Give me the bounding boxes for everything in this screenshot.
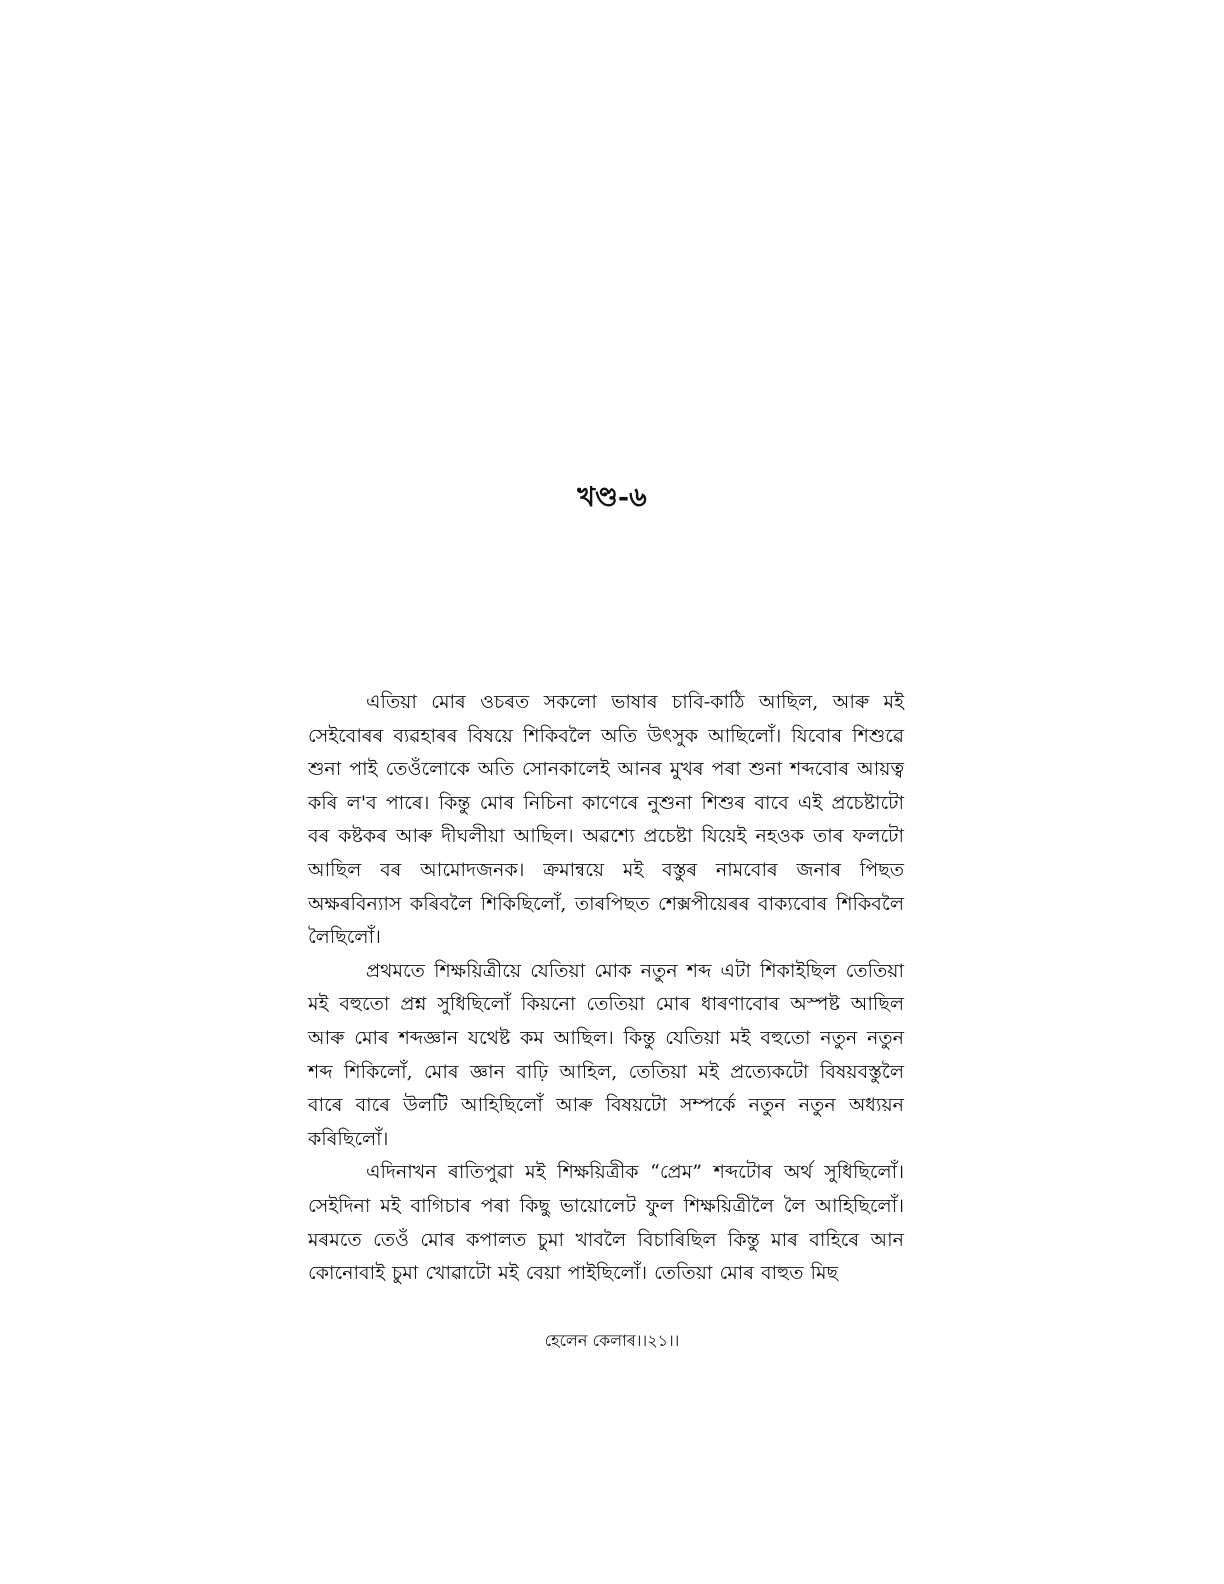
body-text bbox=[308, 686, 904, 1291]
paragraph-1: এতিয়া মোৰ ওচৰত সকলো ভাষাৰ চাবি-কাঠি আছিল, আৰু মই সেইবোৰৰ ব্যৱহাৰৰ বিষয়ে শিকিবলৈ অতি উৎসুক আছিলোঁ। যিবোৰ শিশুৱে শুনা পাই তেওঁলোকে অতি সোনকালেই আনৰ মুখৰ পৰা শুনা শব্দবোৰ আয়ত্ব কৰি ল'ব পাৰে। কিন্তু মোৰ নিচিনা কাণেৰে নুশুনা শিশুৰ বাবে এই প্ৰচেষ্টাটো বৰ কষ্টকৰ আৰু দীঘলীয়া আছিল। অৱশ্যে প্ৰচেষ্টা যিয়েই নহওক তাৰ ফলটো আছিল বৰ আমোদজনক। ক্ৰমান্বয়ে মই বস্তুৰ নামবোৰ জনাৰ পিছত অক্ষৰবিন্যাস কৰিবলৈ শিকিছিলোঁ, তাৰপিছত শেক্সপীয়েৰৰ বাক্যবোৰ শিকিবলৈ লৈছিলোঁ। bbox=[308, 691, 904, 949]
chapter-title: খণ্ড-৬ bbox=[577, 482, 647, 513]
page-footer: হেলেন কেলাৰ।।২১।। bbox=[544, 1331, 680, 1350]
paragraph-2: প্ৰথমতে শিক্ষয়িত্ৰীয়ে যেতিয়া মোক নতুন শব্দ এটা শিকাইছিল তেতিয়া মই বহুতো প্ৰশ্ন সুধিছিলোঁ কিয়নো তেতিয়া মোৰ ধাৰণাবোৰ অস্পষ্ট আছিল আৰু মোৰ শব্দজ্ঞান যথেষ্ট কম আছিল। কিন্তু যেতিয়া মই বহুতো নতুন নতুন শব্দ শিকিলোঁ, মোৰ জ্ঞান বাঢ়ি আহিল, তেতিয়া মই প্ৰত্যেকটো বিষয়বস্তুলৈ বাৰে বাৰে উলটি আহিছিলোঁ আৰু বিষয়টো সম্পৰ্কে নতুন নতুন অধ্যয়ন কৰিছিলোঁ। bbox=[308, 959, 904, 1150]
paragraph-3: এদিনাখন ৰাতিপুৱা মই শিক্ষয়িত্ৰীক “প্ৰেম” শব্দটোৰ অৰ্থ সুধিছিলোঁ। সেইদিনা মই বাগিচাৰ পৰা কিছু ভায়োলেট ফুল শিক্ষয়িত্ৰীলৈ লৈ আহিছিলোঁ। মৰমতে তেওঁ মোৰ কপালত চুমা খাবলৈ বিচাৰিছিল কিন্তু মাৰ বাহিৰে আন কোনোবাই চুমা খোৱাটো মই বেয়া পাইছিলোঁ। তেতিয়া মোৰ বাহুত মিছ bbox=[308, 1161, 904, 1285]
